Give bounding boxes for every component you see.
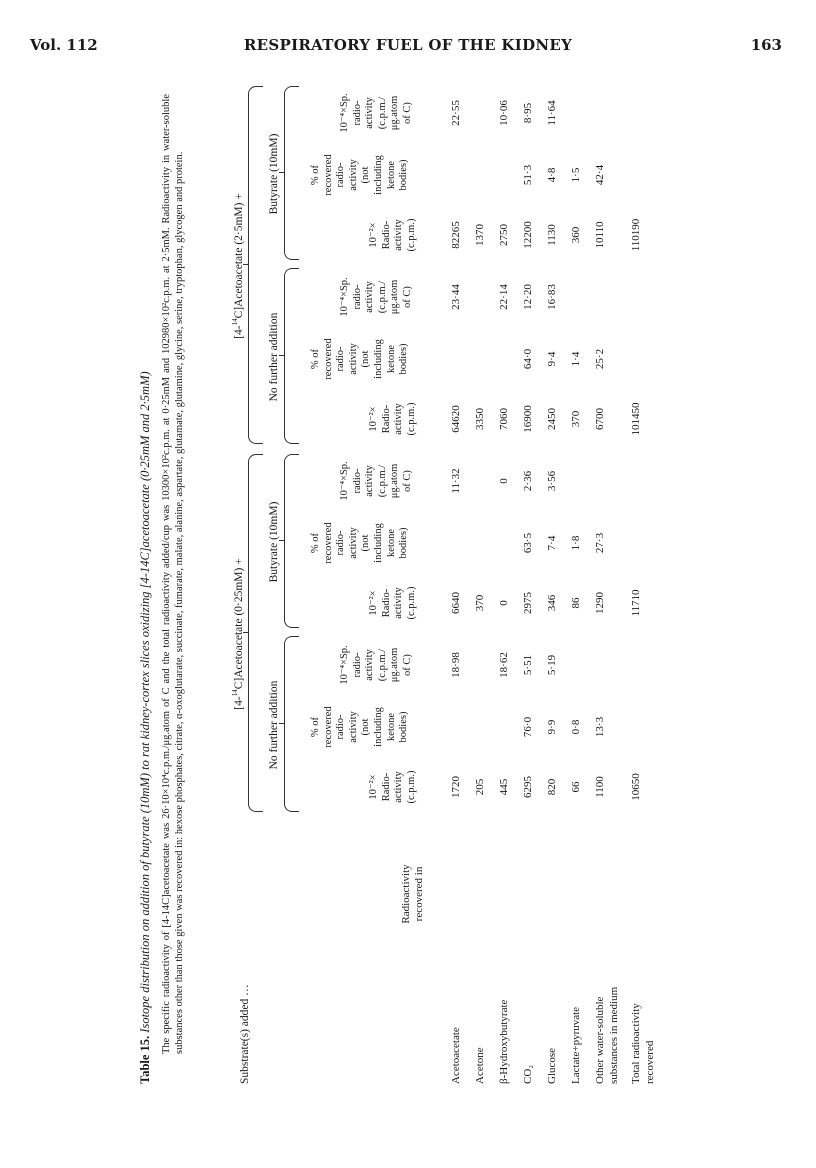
- table-cell: 7·4: [546, 535, 558, 551]
- group2-title: [4-$^{14}$C]Acetoacetate (2·5mM) +: [231, 193, 245, 339]
- percent-recovered-column-header: % of recovered radio- activity (not including ketone bodies): [310, 154, 410, 196]
- table-cell: 76·0: [522, 716, 534, 738]
- table-cell: 110190: [630, 218, 642, 252]
- table-cell: 0·8: [570, 719, 582, 735]
- table-cell: 2750: [498, 224, 510, 246]
- table-cell: 10650: [630, 773, 642, 801]
- table-cell: 370: [570, 410, 582, 428]
- radioactivity-column-header: 10⁻²× Radio- activity (c.p.m.): [368, 218, 417, 252]
- table-cell: 64620: [450, 405, 462, 433]
- specific-activity-column-header: 10⁻⁴×Sp. radio- activity (c.p.m./ μg.atom of C): [339, 93, 413, 133]
- percent-recovered-column-header: % of recovered radio- activity (not including ketone bodies): [310, 522, 410, 564]
- table-cell: 10110: [594, 221, 606, 249]
- table-cell: 16900: [522, 405, 534, 433]
- table-cell: 8·95: [522, 102, 534, 124]
- group2-brace: [248, 86, 263, 444]
- substrate-label: Substrate(s) added …: [239, 984, 251, 1084]
- table-cell: 51·3: [522, 164, 534, 186]
- subgroup-title-no-further: No further addition: [268, 312, 280, 402]
- row-header-label: Radioactivity recovered in: [400, 864, 426, 924]
- table-cell: 370: [474, 594, 486, 612]
- table-cell: 25·2: [594, 348, 606, 370]
- table-cell: 16·83: [546, 284, 558, 310]
- specific-activity-column-header: 10⁻⁴×Sp. radio- activity (c.p.m./ μg.atom of C): [339, 645, 413, 685]
- group1-brace: [248, 454, 263, 812]
- table-cell: 7060: [498, 408, 510, 430]
- row-label: Other water-soluble substances in medium: [594, 986, 620, 1084]
- row-label: Acetone: [474, 1047, 486, 1084]
- table-cell: 0: [498, 600, 510, 606]
- table-cell: 6640: [450, 592, 462, 614]
- table-cell: 1·4: [570, 351, 582, 367]
- row-label: Acetoacetate: [450, 1027, 462, 1084]
- table-cell: 9·4: [546, 351, 558, 367]
- radioactivity-column-header: 10⁻²× Radio- activity (c.p.m.): [368, 770, 417, 804]
- table-cell: 86: [570, 597, 582, 609]
- table-cell: 10·06: [498, 100, 510, 126]
- radioactivity-column-header: 10⁻²× Radio- activity (c.p.m.): [368, 586, 417, 620]
- subgroup-title-butyrate: Butyrate (10mM): [268, 133, 280, 215]
- percent-recovered-column-header: % of recovered radio- activity (not including ketone bodies): [310, 338, 410, 380]
- table-cell: 11710: [630, 589, 642, 617]
- table-cell: 1100: [594, 776, 606, 798]
- table-cell: 1·5: [570, 167, 582, 183]
- table-cell: 3350: [474, 408, 486, 430]
- table-cell: 346: [546, 594, 558, 612]
- table-cell: 4·8: [546, 167, 558, 183]
- table-cell: 18·62: [498, 652, 510, 678]
- table-cell: 27·3: [594, 532, 606, 554]
- table-cell: 445: [498, 778, 510, 796]
- subgroup-title-no-further: No further addition: [268, 680, 280, 770]
- percent-recovered-column-header: % of recovered radio- activity (not including ketone bodies): [310, 706, 410, 748]
- table-cell: 820: [546, 778, 558, 796]
- table-cell: 22·14: [498, 284, 510, 310]
- table-cell: 23·44: [450, 284, 462, 310]
- row-label: Glucose: [546, 1047, 558, 1084]
- table-caption-label: Table 15.: [138, 1035, 152, 1084]
- table-cell: 1370: [474, 224, 486, 246]
- table-cell: 5·19: [546, 654, 558, 676]
- table-cell: 2975: [522, 592, 534, 614]
- running-title: RESPIRATORY FUEL OF THE KIDNEY: [243, 36, 573, 54]
- subgroup-title-butyrate: Butyrate (10mM): [268, 501, 280, 583]
- subgroup-brace: [284, 454, 299, 628]
- table-cell: 18·98: [450, 652, 462, 678]
- table-cell: 11·32: [450, 468, 462, 494]
- table-cell: 63·5: [522, 532, 534, 554]
- group1-title: [4-$^{14}$C]Acetoacetate (0·25mM) +: [231, 558, 245, 710]
- row-label: Total radioactivity recovered: [630, 1003, 656, 1084]
- table-cell: 42·4: [594, 164, 606, 186]
- table-cell: 1·8: [570, 535, 582, 551]
- table-cell: 3·56: [546, 470, 558, 492]
- row-label: Lactate+pyruvate: [570, 1006, 582, 1084]
- table-cell: 12·20: [522, 284, 534, 310]
- table-cell: 13·3: [594, 716, 606, 738]
- table-cell: 9·9: [546, 719, 558, 735]
- radioactivity-column-header: 10⁻²× Radio- activity (c.p.m.): [368, 402, 417, 436]
- table-caption-text: Isotope distribution on addition of butyrate (10mM) to rat kidney-cortex slices oxidizing [4-14C]acetoacetate (0·25mM and 2·5mM): [138, 371, 152, 1033]
- table-cell: 22·55: [450, 100, 462, 126]
- table-cell: 12200: [522, 221, 534, 249]
- page-number: 163: [750, 36, 782, 54]
- specific-activity-column-header: 10⁻⁴×Sp. radio- activity (c.p.m./ μg.atom of C): [339, 461, 413, 501]
- table-cell: 64·0: [522, 348, 534, 370]
- subgroup-brace: [284, 636, 299, 812]
- table-cell: 5·51: [522, 654, 534, 676]
- subgroup-brace: [284, 268, 299, 444]
- table-cell: 66: [570, 781, 582, 793]
- table-cell: 1720: [450, 776, 462, 798]
- table-cell: 6700: [594, 408, 606, 430]
- rotated-table-block: [138, 84, 798, 1084]
- volume-number: Vol. 112: [30, 36, 98, 54]
- table-cell: 2·36: [522, 470, 534, 492]
- table-note: The specific radioactivity of [4-14C]acetoacetate was 26·10×10⁴c.p.m./μg.atom of C and the total radioactivity added/cup was 10300×10²c.p.m. at 0·25mM and 102980×10²c.p.m. at 2·5mM. Radioactivity in water-soluble substances other than those given was recovered in: hexose phosphates, citrate, α-oxoglutarate, succinate, fumarate, malate, alanine, aspartate, glutamate, glutamine, glycine, serine, tryptophan, glycogen and protein.: [161, 94, 186, 1054]
- table-cell: 0: [498, 478, 510, 484]
- table-cell: 1130: [546, 224, 558, 246]
- row-label: β-Hydroxybutyrate: [498, 999, 510, 1084]
- subgroup-brace: [284, 86, 299, 260]
- table-cell: 205: [474, 778, 486, 796]
- table-cell: 6295: [522, 776, 534, 798]
- table-cell: 2450: [546, 408, 558, 430]
- table-cell: 1290: [594, 592, 606, 614]
- table-caption: [138, 84, 153, 1084]
- specific-activity-column-header: 10⁻⁴×Sp. radio- activity (c.p.m./ μg.atom of C): [339, 277, 413, 317]
- table-cell: 360: [570, 226, 582, 244]
- table-cell: 11·64: [546, 100, 558, 126]
- row-label: CO₂: [522, 1064, 534, 1084]
- table-cell: 82265: [450, 221, 462, 249]
- table-cell: 101450: [630, 402, 642, 436]
